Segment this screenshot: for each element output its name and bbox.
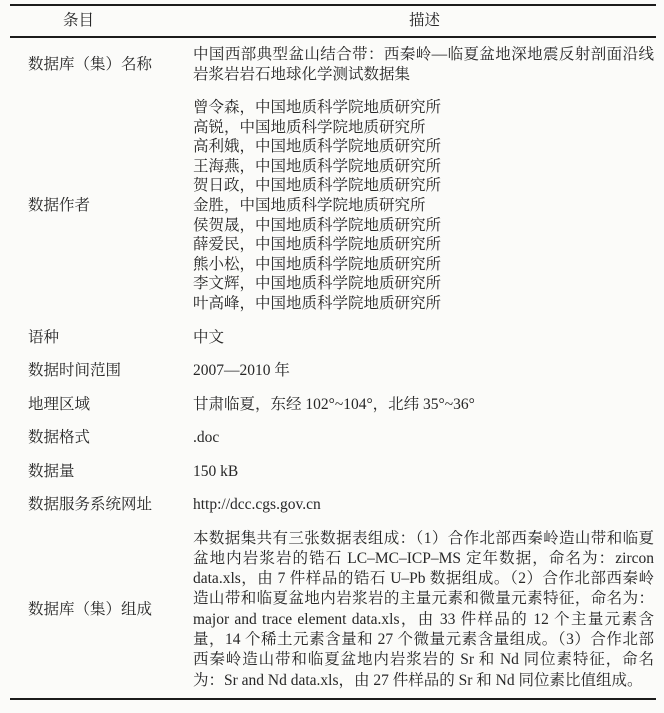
row-value-composition: 本数据集共有三张数据表组成：（1）合作北部西秦岭造山带和临夏盆地内岩浆岩的锆石 LC–MC–ICP–MS 定年数据，命名为：zircon data.xls，由 7 件样品的锆石 U–Pb 数据组成。（2）合作北部西秦岭造山带和临夏盆地内岩浆岩的主量元素和微量元素特征，命名为：major and trace element data.xls，由 33 件样品的 12 个主量元素含量，14 个稀土元素含量和 27 个微量元素含量组成。（3）合作北部西秦岭造山带和临夏盆地内岩浆岩的 Sr 和 Nd 同位素特征，命名为：Sr and Nd data.xls，由 27 件样品的 Sr 和 Nd 同位素比值组成。 (193, 529, 654, 689)
row-label: 数据服务系统网址 (28, 496, 153, 514)
table-row-service-url (10, 488, 656, 522)
table-header-row (10, 6, 656, 38)
row-value-timerange: 2007—2010 年 (193, 362, 290, 380)
author-line: 侯贺晟，中国地质科学院地质研究所 (193, 216, 442, 234)
header-col-item: 条目 (62, 12, 94, 29)
author-line: 叶高峰，中国地质科学院地质研究所 (193, 294, 442, 312)
row-label: 数据量 (28, 462, 75, 480)
row-label: 数据作者 (28, 197, 91, 215)
row-label: 语种 (28, 328, 60, 346)
dataset-metadata-table (10, 4, 656, 700)
author-line: 贺日政，中国地质科学院地质研究所 (193, 177, 442, 195)
row-value-size: 150 kB (193, 462, 239, 480)
table-row-language (10, 321, 656, 355)
table-row-composition (10, 522, 656, 698)
author-line: 曾令森，中国地质科学院地质研究所 (193, 99, 442, 116)
row-value-region: 甘肃临夏，东经 102°~104°，北纬 35°~36° (193, 395, 475, 413)
row-label: 数据格式 (28, 429, 91, 447)
row-label: 地理区域 (28, 395, 91, 413)
table-row-timerange (10, 354, 656, 388)
row-label: 数据库（集）组成 (28, 600, 153, 618)
row-value-language: 中文 (193, 328, 225, 346)
author-line: 高利娥，中国地质科学院地质研究所 (193, 138, 442, 156)
row-label: 数据库（集）名称 (28, 55, 153, 73)
row-value-dataset-name: 中国西部典型盆山结合带：西秦岭—临夏盆地深地震反射剖面沿线岩浆岩岩石地球化学测试数据集 (193, 46, 654, 83)
author-line: 高锐，中国地质科学院地质研究所 (193, 118, 426, 136)
row-label: 数据时间范围 (28, 362, 122, 380)
table-row-size (10, 455, 656, 489)
table-row-region (10, 388, 656, 422)
table-row-format (10, 421, 656, 455)
row-value-authors (193, 98, 656, 314)
author-line: 王海燕，中国地质科学院地质研究所 (193, 157, 442, 175)
table-row-dataset-name (10, 38, 656, 91)
author-line: 金胜，中国地质科学院地质研究所 (193, 196, 426, 214)
author-line: 薛爱民，中国地质科学院地质研究所 (193, 236, 442, 254)
header-col-desc: 描述 (408, 12, 440, 29)
author-line: 李文辉，中国地质科学院地质研究所 (193, 275, 442, 293)
row-value-format: .doc (193, 429, 220, 447)
author-line: 熊小松，中国地质科学院地质研究所 (193, 255, 442, 273)
row-value-service-url: http://dcc.cgs.gov.cn (193, 496, 321, 514)
table-row-authors (10, 91, 656, 321)
